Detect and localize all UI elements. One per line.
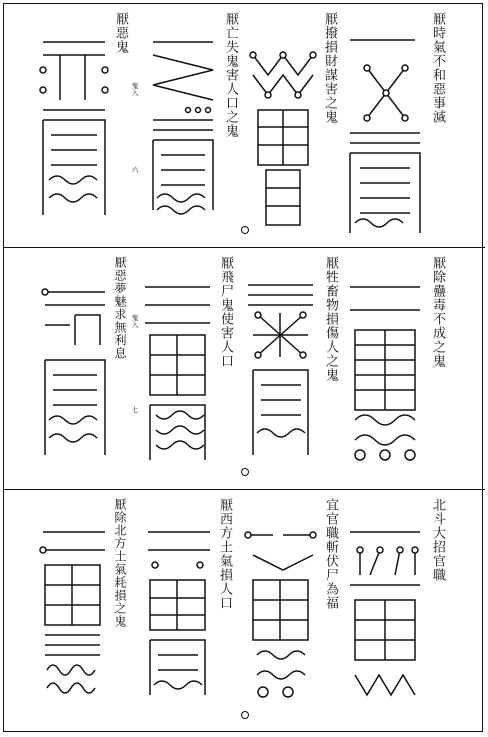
marginal-note: 七 xyxy=(131,406,139,413)
row-divider-1 xyxy=(3,247,485,248)
talisman-caption: 厭撥損財謀害之鬼 xyxy=(322,12,337,124)
marginal-note: 鬼入 xyxy=(131,314,139,328)
talisman-seal-r2c1 xyxy=(345,275,425,465)
talisman-seal-r3c2 xyxy=(243,520,318,700)
talisman-caption: 宜官職斬伏尸為福 xyxy=(323,498,338,610)
talisman-seal-r1c2 xyxy=(248,40,318,230)
talisman-caption: 厭除蠱毒不成之鬼 xyxy=(430,256,445,368)
marginal-note: 鬼入 xyxy=(131,82,139,96)
talisman-seal-r1c4 xyxy=(35,30,110,220)
talisman-seal-r2c4 xyxy=(35,280,110,460)
talisman-seal-r1c1 xyxy=(345,28,425,238)
talisman-seal-r1c3 xyxy=(143,30,218,220)
talisman-caption: 厭時氣不和惡事滅 xyxy=(430,12,445,124)
talisman-seal-r2c2 xyxy=(243,275,318,465)
row-divider-2 xyxy=(3,489,485,490)
talisman-caption: 厭西方土氣損人口 xyxy=(217,498,232,610)
talisman-caption: 厭飛尸鬼使害人口 xyxy=(218,256,233,368)
talisman-seal-r3c1 xyxy=(345,520,425,700)
talisman-caption: 厭惡鬼 xyxy=(113,12,128,54)
marginal-note: 六 xyxy=(131,166,139,173)
talisman-seal-r3c3 xyxy=(140,520,215,700)
register-circle-2 xyxy=(241,468,249,476)
talisman-caption: 厭惡夢魅求無利息 xyxy=(113,256,127,360)
talisman-seal-r3c4 xyxy=(35,520,110,700)
talisman-caption: 厭亡失鬼害人口之鬼 xyxy=(223,12,238,138)
talisman-caption: 厭除北方土氣耗損之鬼 xyxy=(113,498,127,628)
talisman-caption: 北斗大招官職 xyxy=(430,498,445,582)
talisman-caption: 厭牲畜物損傷人之鬼 xyxy=(323,256,338,382)
register-circle-3 xyxy=(241,711,249,719)
talisman-seal-r2c3 xyxy=(140,275,215,465)
